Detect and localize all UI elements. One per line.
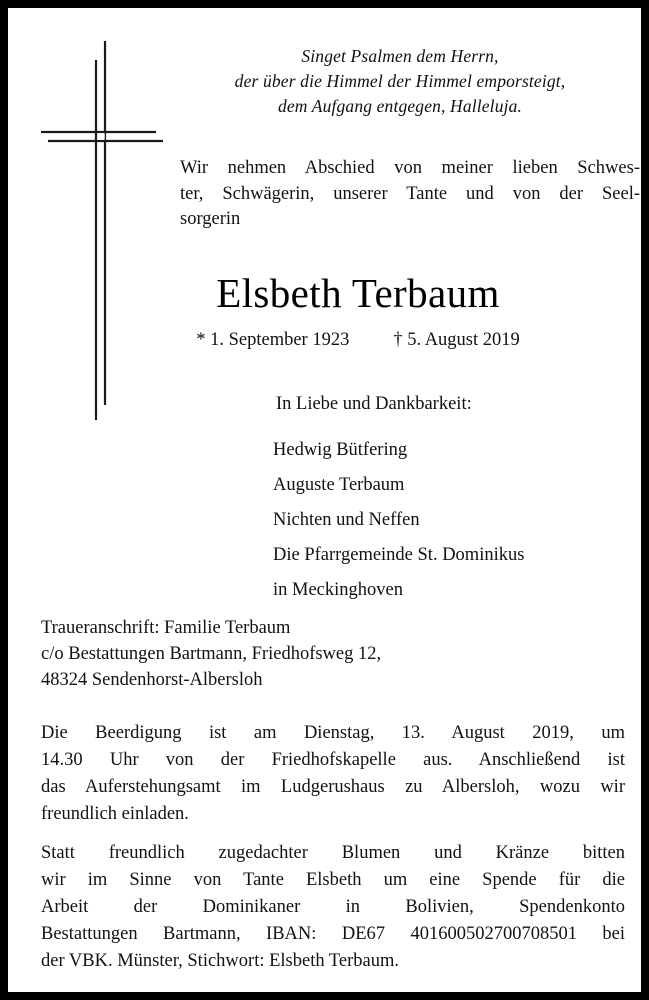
- donation-line: Arbeit der Dominikaner in Bolivien, Spendenkonto: [41, 897, 625, 917]
- epigraph-line: der über die Himmel der Himmel emporsteigt,: [234, 71, 566, 91]
- donation-line: wir im Sinne von Tante Elsbeth um eine Spende für die: [41, 870, 625, 890]
- address-line: c/o Bestattungen Bartmann, Friedhofsweg 12,: [41, 644, 382, 664]
- death-date: † 5. August 2019: [393, 330, 520, 350]
- funeral-line: 14.30 Uhr von der Friedhofskapelle aus. Anschließend ist: [41, 750, 625, 770]
- address-line: Traueranschrift: Familie Terbaum: [41, 618, 291, 638]
- mourner-entry: Nichten und Neffen: [273, 510, 420, 530]
- notice-sheet: [8, 8, 641, 992]
- life-dates: [98, 328, 618, 352]
- donation-request: [41, 840, 625, 975]
- mourner-entry: Die Pfarrgemeinde St. Dominikus: [273, 545, 525, 565]
- epigraph: [158, 44, 641, 119]
- mourner-entry: Auguste Terbaum: [273, 475, 405, 495]
- funeral-line: Die Beerdigung ist am Dienstag, 13. August 2019, um: [41, 723, 625, 743]
- funeral-line: freundlich einladen.: [41, 804, 189, 824]
- mourners-heading: In Liebe und Dankbarkeit:: [276, 394, 472, 414]
- epigraph-line: Singet Psalmen dem Herrn,: [301, 46, 499, 66]
- birth-date: * 1. September 1923: [196, 330, 350, 350]
- funeral-line: das Auferstehungsamt im Ludgerushaus zu Albersloh, wozu wir: [41, 777, 625, 797]
- intro-line: ter, Schwägerin, unserer Tante und von der Seel-: [180, 183, 640, 204]
- address-line: 48324 Sendenhorst-Albersloh: [41, 670, 263, 690]
- mourning-address: [41, 615, 621, 693]
- intro-line: Wir nehmen Abschied von meiner lieben Schwes-: [180, 158, 640, 178]
- funeral-details: [41, 720, 625, 828]
- deceased-name: Elsbeth Terbaum: [216, 270, 500, 316]
- mourners-block: [273, 392, 633, 602]
- donation-line: der VBK. Münster, Stichwort: Elsbeth Terbaum.: [41, 951, 399, 971]
- mourner-entry: Hedwig Bütfering: [273, 440, 408, 460]
- donation-line: Statt freundlich zugedachter Blumen und Kränze bitten: [41, 843, 625, 863]
- intro-text: [180, 156, 640, 233]
- epigraph-line: dem Aufgang entgegen, Halleluja.: [277, 96, 523, 116]
- intro-line: sorgerin: [180, 209, 241, 229]
- donation-iban-line: Bestattungen Bartmann, IBAN: DE67 401600502700708501 bei: [41, 924, 625, 944]
- mourner-entry: in Meckinghoven: [273, 580, 403, 600]
